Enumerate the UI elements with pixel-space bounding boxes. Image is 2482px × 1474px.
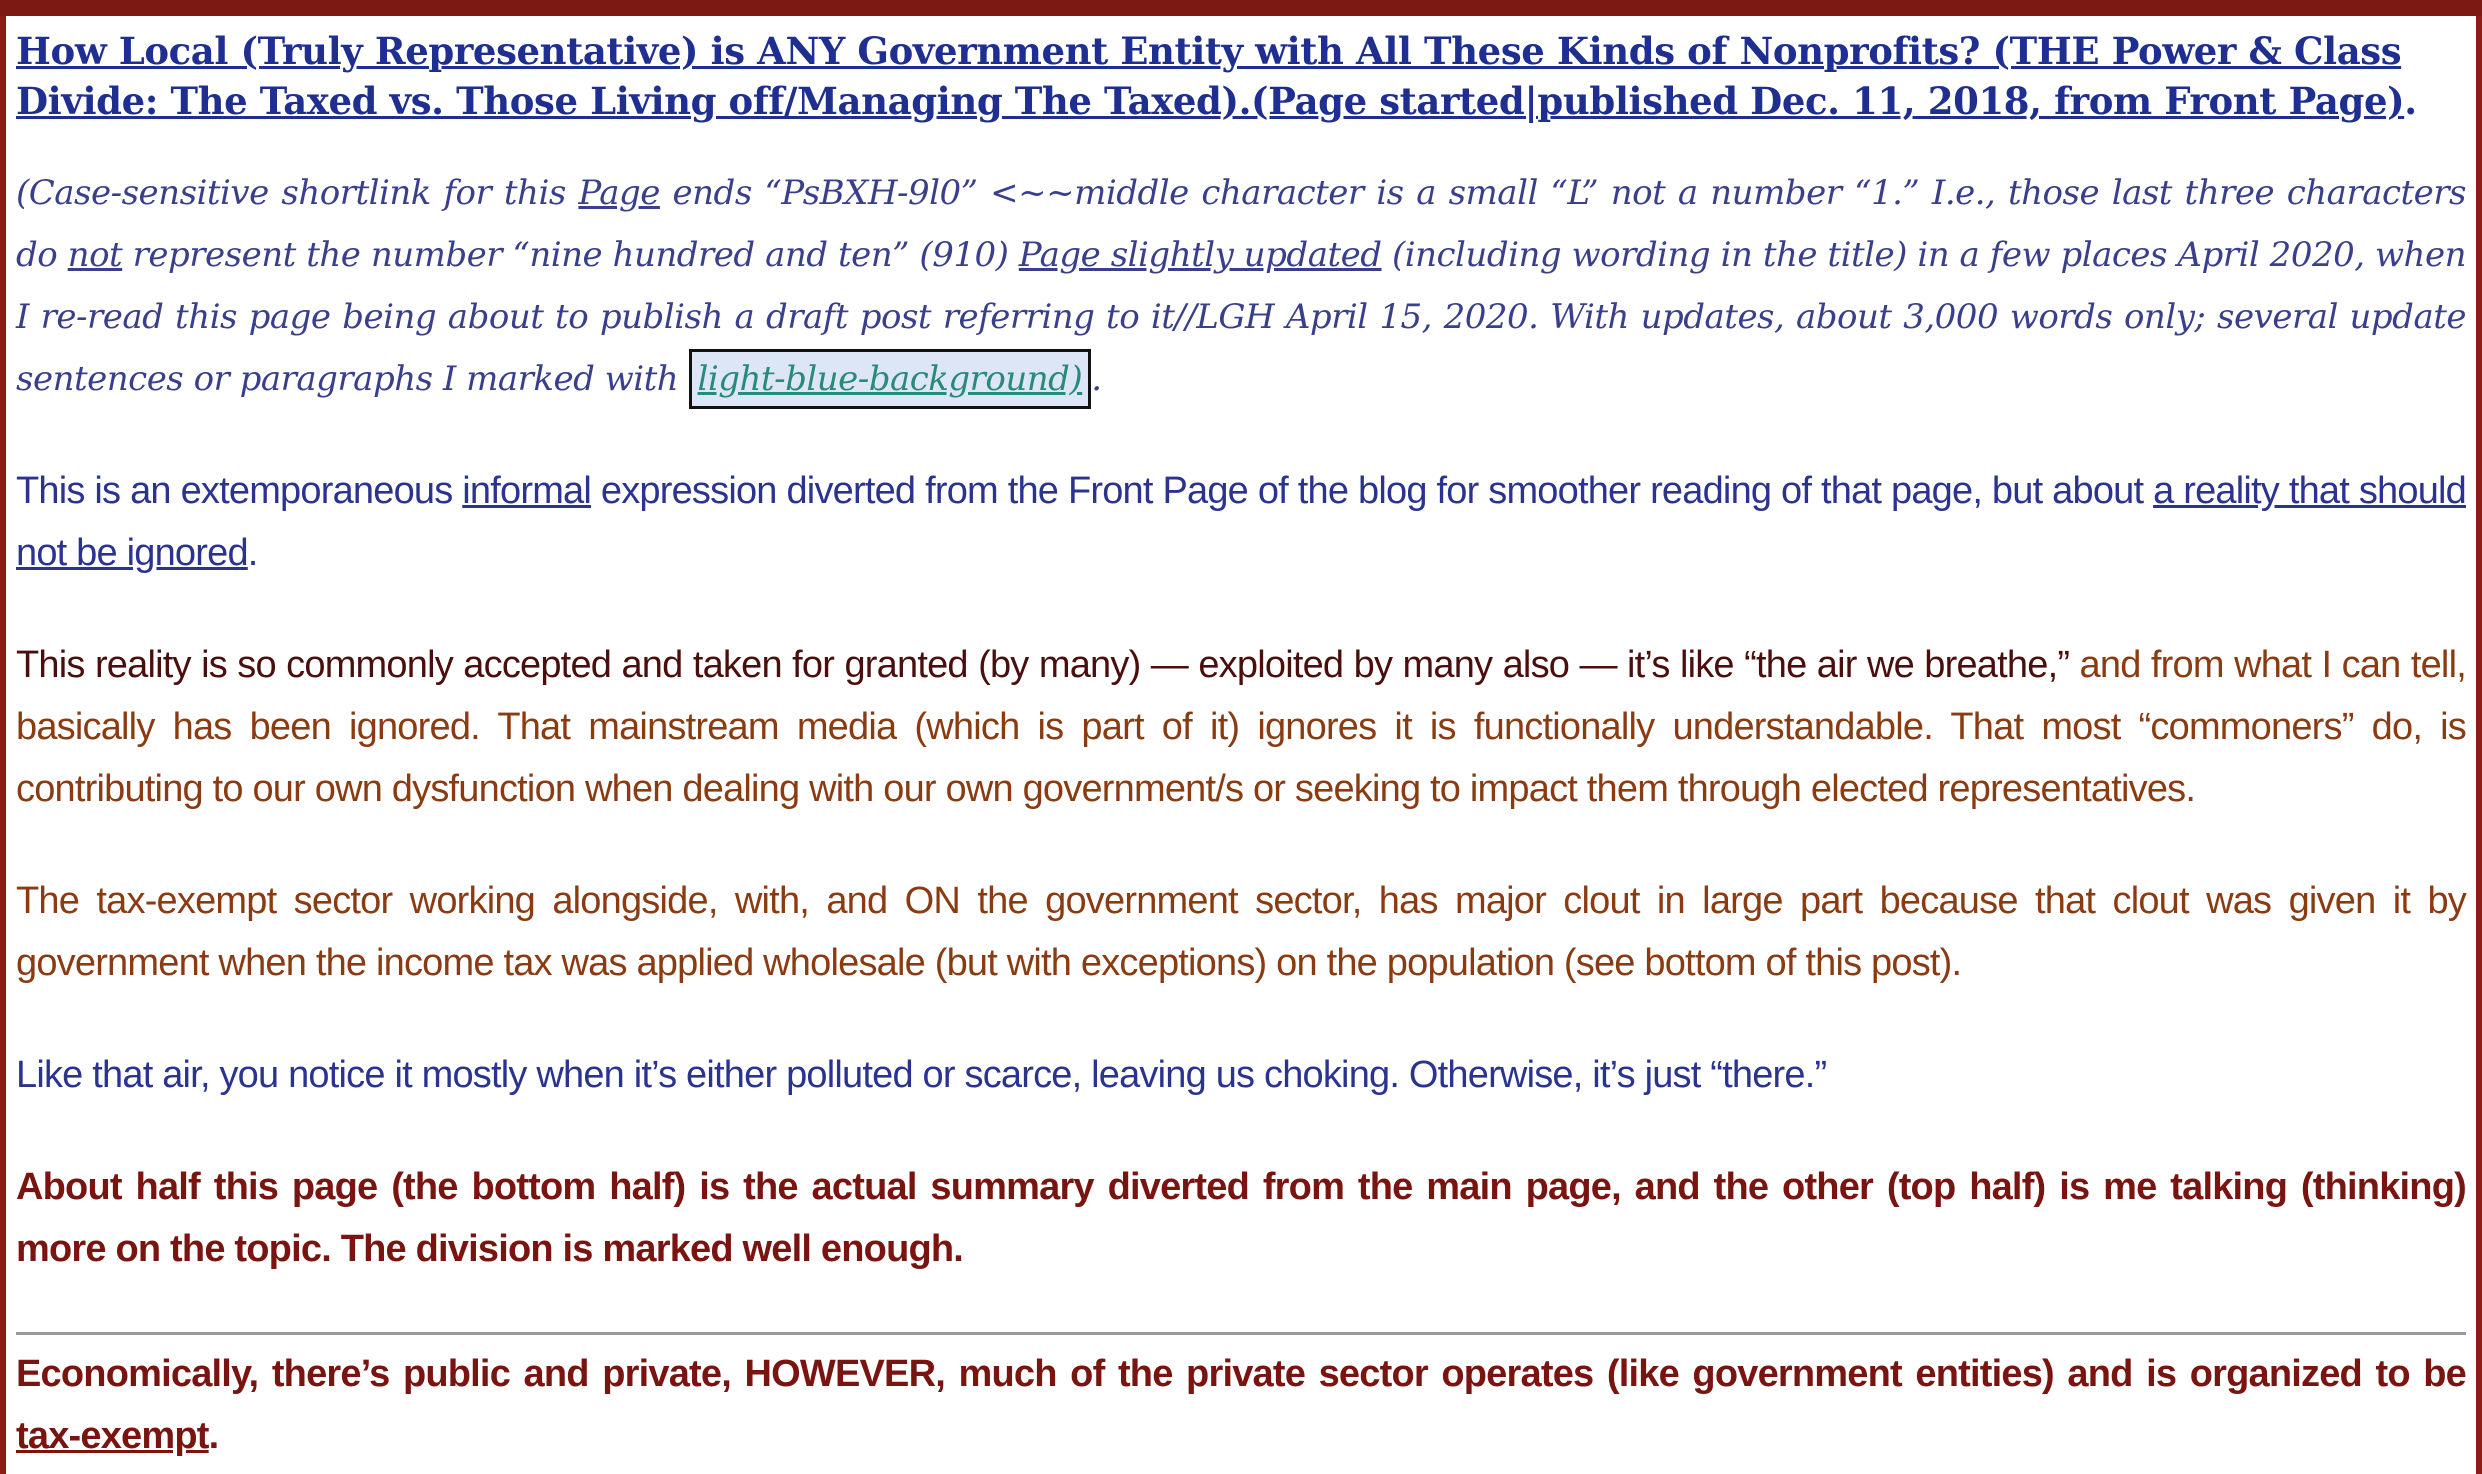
section-divider	[16, 1332, 2466, 1335]
title-period: .	[2404, 79, 2417, 123]
intro-text-1: (Case-sensitive shortlink for this	[16, 173, 579, 213]
not-emphasis: not	[67, 235, 123, 275]
tax-exempt-link[interactable]: tax-exempt	[16, 1415, 209, 1457]
paragraph-reality	[16, 634, 2466, 820]
reality-link[interactable]: a reality that should not be ignored	[16, 470, 2467, 574]
top-border	[0, 0, 2482, 16]
post-content	[16, 26, 2466, 1467]
page-title-link[interactable]: How Local (Truly Representative) is ANY Government Entity with All These Kinds of Nonprofits? (THE Power & Class Divide: The Taxed vs. Those Living off/Managing The Taxed).(Page started|published Dec. 11, 2018, from Front Page)	[16, 29, 2405, 123]
p1-text-1: This is an extemporaneous	[16, 470, 463, 512]
p2-text-2: and from what I can tell, basically has been ignored. That mainstream media (which is part of it) ignores it is functionally understandable. That most “commoners” do, is contributing to our own dysfunction when dealing with our own government/s or seeking to impact them through elected representatives.	[16, 644, 2466, 810]
paragraph-half-page: About half this page (the bottom half) is the actual summary diverted from the main page, and the other (top half) is me talking (thinking) more on the topic. The division is marked well enough.	[16, 1166, 2466, 1270]
paragraph-tax-exempt: The tax-exempt sector working alongside, with, and ON the government sector, has major clout in large part because that clout was given it by government when the income tax was applied wholesale (but with exceptions) on the population (see bottom of this post).	[16, 880, 2466, 984]
light-blue-highlight-sample: light-blue-background)	[689, 349, 1092, 409]
intro-text-2: ends “PsBXH-9l0” <~~middle character is a small “L” not a number “1.” I.e., those last three characters do	[16, 173, 2466, 275]
intro-text-3: represent the number “nine hundred and ten” (910)	[122, 235, 1019, 275]
p2-text-1: This reality is so commonly accepted and taken for granted (by many) — exploited by many also — it’s like “the air we breathe,”	[16, 644, 2070, 686]
informal-link[interactable]: informal	[462, 470, 592, 512]
p6-text-2: .	[208, 1415, 219, 1457]
p6-text-1: Economically, there’s public and private, HOWEVER, much of the private sector operates (like government entities) and is organized to be	[16, 1353, 2466, 1395]
paragraph-economically	[16, 1343, 2466, 1467]
p1-text-2: expression diverted from the Front Page of the blog for smoother reading of that page, but about	[591, 470, 2154, 512]
paragraph-intro	[16, 460, 2466, 584]
page-updated-link[interactable]: Page slightly updated	[1018, 235, 1382, 275]
page-title	[16, 26, 2466, 126]
p1-text-3: .	[247, 532, 258, 574]
page-link[interactable]: Page	[578, 173, 660, 213]
intro-text-5: .	[1091, 359, 1102, 399]
paragraph-air: Like that air, you notice it mostly when it’s either polluted or scarce, leaving us choking. Otherwise, it’s just “there.”	[16, 1054, 1827, 1096]
intro-note	[16, 162, 2466, 410]
intro-text-4: (including wording in the title) in a few places April 2020, when I re-read this page being about to publish a draft post referring to it//LGH April 15, 2020. With updates, about 3,000 words only; several update sentences or paragraphs I marked with	[16, 235, 2466, 399]
